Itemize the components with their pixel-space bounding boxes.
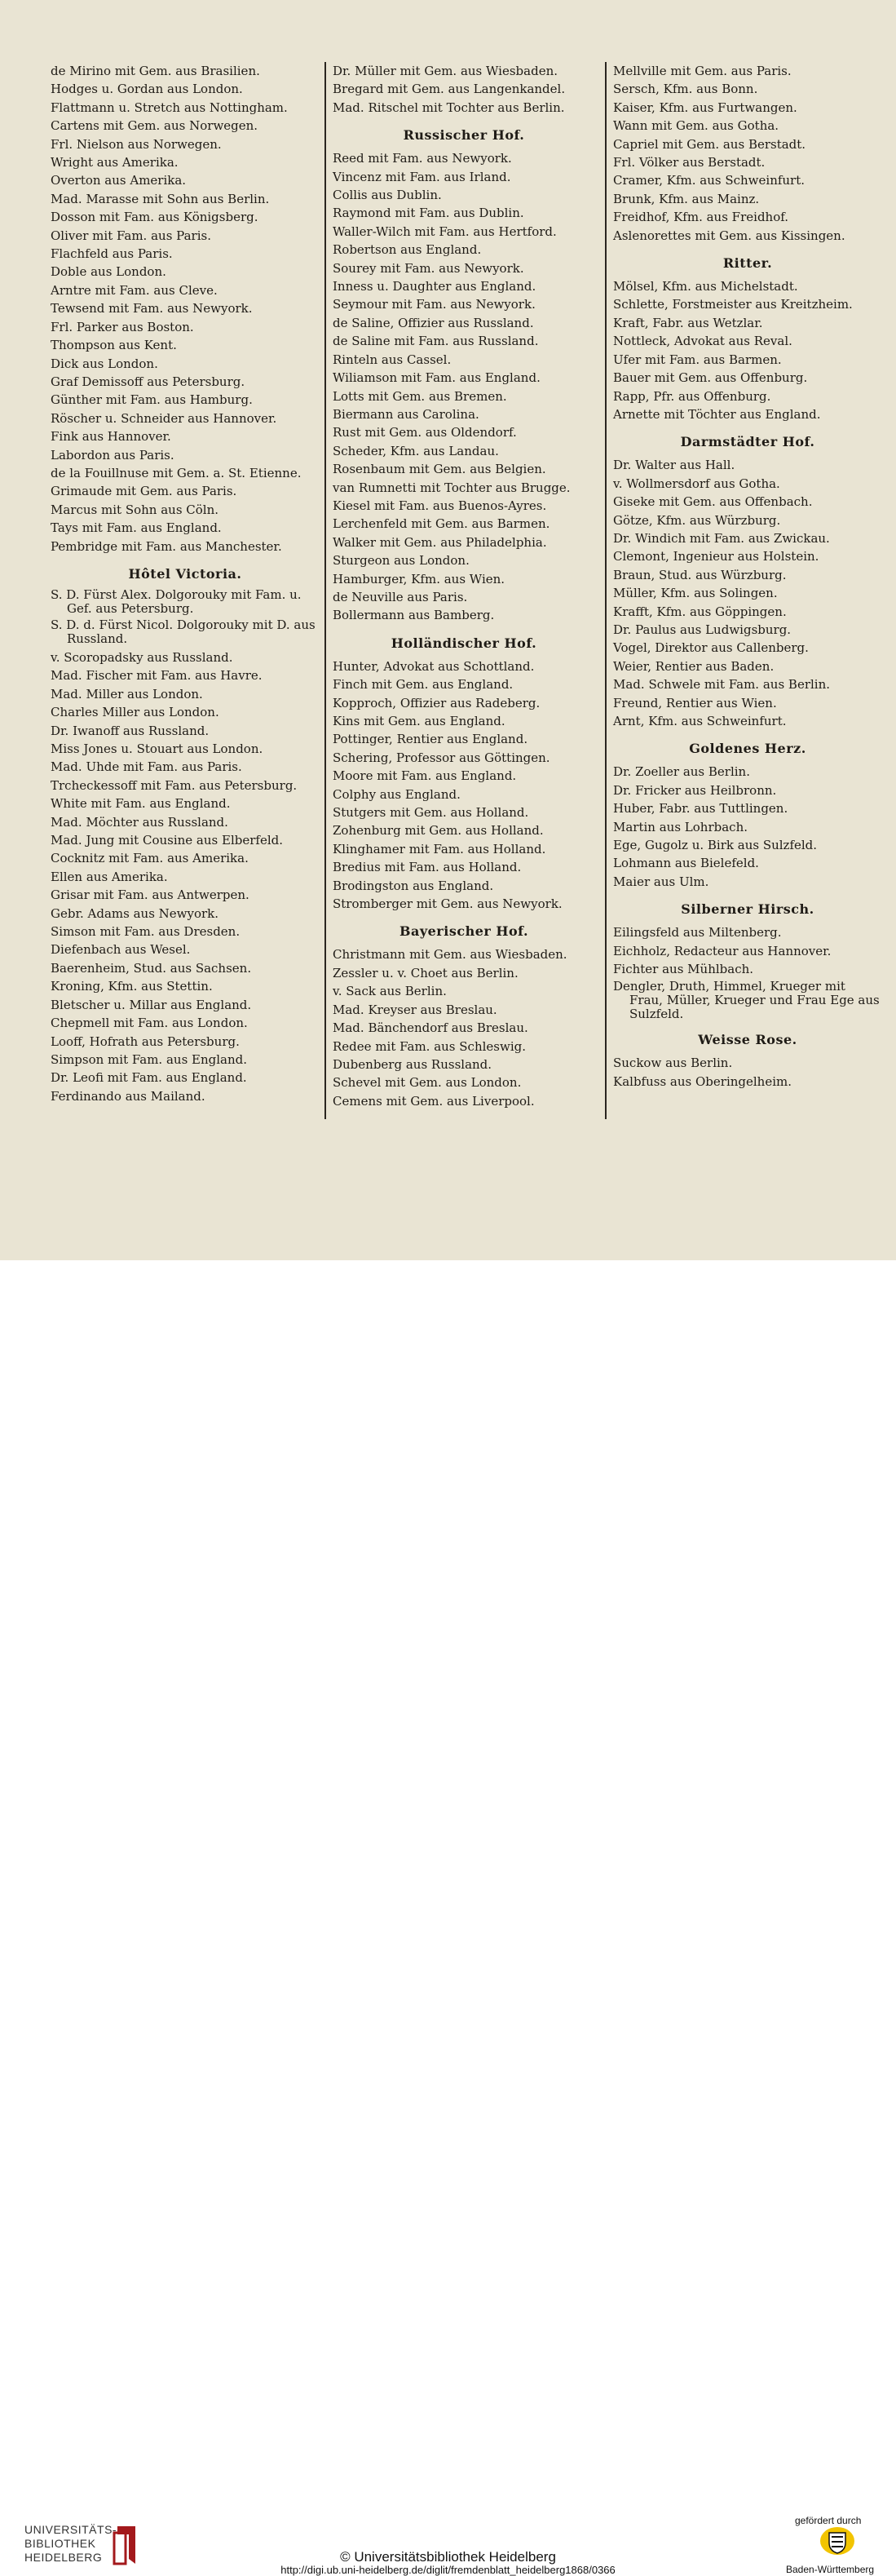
guest-entry: Labordon aus Paris. (51, 447, 174, 463)
guest-list (613, 456, 882, 730)
guest-list (333, 945, 595, 1110)
guest-entry: Graf Demissoff aus Petersburg. (51, 374, 245, 389)
copyright-notice: © Universitätsbibliothek Heidelberg (340, 2549, 556, 2565)
guest-entry: Krafft, Kfm. aus Göppingen. (613, 604, 787, 619)
guest-entry: de Saline, Offizier aus Russland. (333, 315, 534, 330)
guest-entry: Frl. Völker aus Berstadt. (613, 155, 766, 170)
guest-entry: Zessler u. v. Choet aus Berlin. (333, 965, 519, 980)
guest-entry: Waller-Wilch mit Fam. aus Hertford. (333, 224, 557, 239)
guest-entry: Dubenberg aus Russland. (333, 1056, 492, 1072)
guest-entry: Kiesel mit Fam. aus Buenos-Ayres. (333, 498, 547, 513)
library-line: BIBLIOTHEK (24, 2537, 96, 2550)
guest-list (613, 763, 882, 891)
guest-entry: Scheder, Kfm. aus Landau. (333, 443, 499, 458)
guest-entry: Schevel mit Gem. aus London. (333, 1075, 522, 1091)
guest-entry: Giseke mit Gem. aus Offenbach. (613, 494, 813, 510)
guest-entry: Mad. Marasse mit Sohn aus Berlin. (51, 191, 270, 206)
guest-entry: Collis aus Dublin. (333, 188, 442, 203)
guest-entry: Mad. Fischer mit Fam. aus Havre. (51, 668, 263, 684)
guest-entry: Dengler, Druth, Himmel, Krueger mit Frau, Müller, Krueger und Frau Ege aus Sulzfeld. (613, 979, 880, 1022)
guest-entry: Ferdinando aus Mailand. (51, 1088, 205, 1104)
guest-entry: Brunk, Kfm. aus Mainz. (613, 191, 760, 206)
guest-list (333, 657, 595, 914)
guest-entry: Mad. Miller aus London. (51, 686, 203, 702)
guest-entry: Dr. Müller mit Gem. aus Wiesbaden. (333, 64, 558, 78)
guest-entry: Moore mit Fam. aus England. (333, 768, 517, 784)
guest-entry: Dr. Windich mit Fam. aus Zwickau. (613, 530, 830, 546)
guest-entry: de Saline mit Fam. aus Russland. (333, 334, 539, 349)
guest-list (613, 62, 882, 245)
guest-entry: de Mirino mit Gem. aus Brasilien. (51, 64, 260, 78)
coat-of-arms-icon (819, 2526, 855, 2556)
guest-entry: Mad. Bänchendorf aus Breslau. (333, 1020, 528, 1036)
guest-entry: Götze, Kfm. aus Würzburg. (613, 512, 781, 528)
guest-entry: Fink aus Hannover. (51, 429, 171, 445)
guest-entry: Dr. Paulus aus Ludwigsburg. (613, 622, 792, 637)
guest-entry: Sturgeon aus London. (333, 553, 470, 569)
guest-entry: Cartens mit Gem. aus Norwegen. (51, 118, 258, 134)
guest-entry: Looff, Hofrath aus Petersburg. (51, 1033, 240, 1049)
guest-entry: de Neuville aus Paris. (333, 589, 468, 604)
guest-entry: Lohmann aus Bielefeld. (613, 856, 759, 871)
guest-entry: Mölsel, Kfm. aus Michelstadt. (613, 279, 798, 294)
guest-entry: Arnt, Kfm. aus Schweinfurt. (613, 714, 787, 728)
guest-entry: Pembridge mit Fam. aus Manchester. (51, 538, 282, 554)
guest-entry: Kroning, Kfm. aus Stettin. (51, 979, 213, 994)
guest-entry: Cemens mit Gem. aus Liverpool. (333, 1093, 535, 1109)
guest-entry: Dosson mit Fam. aus Königsberg. (51, 210, 258, 225)
guest-entry: Bletscher u. Millar aus England. (51, 997, 252, 1012)
guest-entry: Ege, Gugolz u. Birk aus Sulzfeld. (613, 838, 818, 853)
guest-entry: Dr. Iwanoff aus Russland. (51, 723, 210, 738)
guest-entry: Eichholz, Redacteur aus Hannover. (613, 943, 832, 958)
guest-entry: Oliver mit Fam. aus Paris. (51, 228, 211, 243)
guest-entry: Freund, Rentier aus Wien. (613, 695, 777, 710)
guest-entry: Müller, Kfm. aus Solingen. (613, 586, 778, 601)
guest-list (333, 149, 595, 625)
guest-entry: Wann mit Gem. aus Gotha. (613, 118, 779, 134)
guest-list (51, 648, 320, 1105)
guest-entry: Mad. Jung mit Cousine aus Elberfeld. (51, 833, 283, 848)
guest-list (613, 980, 882, 1021)
guest-entry: Wright aus Amerika. (51, 155, 179, 170)
guest-entry: S. D. Fürst Alex. Dolgorouky mit Fam. u. Gef. aus Petersburg. (51, 586, 302, 616)
guest-entry: de la Fouillnuse mit Gem. a. St. Etienne. (51, 465, 302, 480)
guest-entry: Marcus mit Sohn aus Cöln. (51, 502, 219, 517)
guest-entry: v. Sack aus Berlin. (333, 984, 447, 999)
guest-entry: Mad. Ritschel mit Tochter aus Berlin. (333, 100, 565, 115)
guest-entry: Aslenorettes mit Gem. aus Kissingen. (613, 228, 845, 243)
guest-entry: Mad. Möchter aus Russland. (51, 814, 228, 830)
guest-entry: Vincenz mit Fam. aus Irland. (333, 169, 511, 184)
guest-entry: Rapp, Pfr. aus Offenburg. (613, 388, 771, 404)
guest-entry: Cramer, Kfm. aus Schweinfurt. (613, 173, 806, 188)
library-line: UNIVERSITÄTS- (24, 2523, 117, 2536)
hotel-heading: Bayerischer Hof. (399, 923, 529, 940)
guest-entry: Nottleck, Advokat aus Reval. (613, 334, 792, 349)
guest-entry: S. D. d. Fürst Nicol. Dolgorouky mit D. aus Russland. (51, 617, 316, 646)
guest-entry: Bollermann aus Bamberg. (333, 608, 495, 623)
guest-entry: Frl. Parker aus Boston. (51, 319, 194, 334)
column-3 (613, 62, 882, 1091)
guest-entry: Raymond mit Fam. aus Dublin. (333, 206, 524, 221)
footer (0, 1260, 896, 2576)
guest-entry: White mit Fam. aus England. (51, 796, 231, 812)
guest-list (333, 62, 595, 117)
guest-entry: Frl. Nielson aus Norwegen. (51, 136, 222, 152)
guest-entry: Lotts mit Gem. aus Bremen. (333, 388, 507, 404)
guest-entry: Simson mit Fam. aus Dresden. (51, 924, 241, 940)
guest-entry: Zohenburg mit Gem. aus Holland. (333, 823, 544, 839)
guest-entry: Dr. Leofi mit Fam. aus England. (51, 1070, 247, 1086)
guest-entry: Schlette, Forstmeister aus Kreitzheim. (613, 297, 853, 312)
guest-entry: Miss Jones u. Stouart aus London. (51, 741, 263, 756)
guest-entry: Cocknitz mit Fam. aus Amerika. (51, 851, 249, 866)
guest-entry: Bredius mit Fam. aus Holland. (333, 860, 522, 875)
funded-by-label: gefördert durch (795, 2515, 862, 2526)
guest-entry: Mad. Uhde mit Fam. aus Paris. (51, 759, 242, 775)
guest-entry: Schering, Professor aus Göttingen. (333, 750, 550, 765)
guest-entry: Grimaude mit Gem. aus Paris. (51, 484, 237, 499)
guest-entry: Brodingston aus England. (333, 878, 494, 893)
guest-entry: Fichter aus Mühlbach. (613, 962, 754, 977)
guest-entry: Colphy aus England. (333, 786, 461, 802)
funder-name: Baden-Württemberg (786, 2564, 875, 2575)
guest-entry: Rinteln aus Cassel. (333, 352, 452, 367)
guest-entry: Arnette mit Töchter aus England. (613, 406, 821, 422)
guest-entry: Ellen aus Amerika. (51, 869, 168, 884)
hotel-heading: Ritter. (722, 255, 773, 272)
guest-entry: Seymour mit Fam. aus Newyork. (333, 297, 536, 312)
guest-entry: Arntre mit Fam. aus Cleve. (51, 282, 218, 298)
guest-entry: Dr. Walter aus Hall. (613, 458, 735, 473)
guest-entry: Hamburger, Kfm. aus Wien. (333, 571, 505, 586)
guest-entry: Redee mit Fam. aus Schleswig. (333, 1038, 526, 1054)
guest-entry: Rust mit Gem. aus Oldendorf. (333, 425, 517, 440)
guest-entry: Kins mit Gem. aus England. (333, 714, 505, 728)
scanned-page (0, 0, 896, 1260)
guest-entry: Trcheckessoff mit Fam. aus Petersburg. (51, 777, 298, 793)
guest-entry: Christmann mit Gem. aus Wiesbaden. (333, 947, 567, 963)
guest-entry: Lerchenfeld mit Gem. aus Barmen. (333, 516, 550, 532)
guest-entry: Grisar mit Fam. aus Antwerpen. (51, 887, 249, 903)
guest-entry: Simpson mit Fam. aus England. (51, 1051, 248, 1067)
guest-entry: Stromberger mit Gem. aus Newyork. (333, 896, 563, 912)
guest-entry: Inness u. Daughter aus England. (333, 279, 536, 294)
guest-entry: v. Scoropadsky aus Russland. (51, 649, 233, 665)
guest-list (51, 62, 320, 555)
guest-entry: van Rumnetti mit Tochter aus Brugge. (333, 480, 571, 495)
guest-entry: Tewsend mit Fam. aus Newyork. (51, 301, 253, 316)
guest-entry: Braun, Stud. aus Würzburg. (613, 567, 787, 582)
guest-entry: Gebr. Adams aus Newyork. (51, 905, 219, 921)
guest-entry: Walker mit Gem. aus Philadelphia. (333, 534, 547, 550)
guest-entry: Kopproch, Offizier aus Radeberg. (333, 695, 541, 710)
guest-list (613, 923, 882, 978)
guest-entry: Stutgers mit Gem. aus Holland. (333, 805, 529, 821)
guest-entry: Suckow aus Berlin. (613, 1056, 733, 1071)
guest-list (613, 1054, 882, 1091)
hotel-heading: Goldenes Herz. (689, 741, 806, 757)
guest-entry: Weier, Rentier aus Baden. (613, 658, 775, 674)
guest-entry: Biermann aus Carolina. (333, 406, 479, 422)
guest-entry: Maier aus Ulm. (613, 874, 709, 889)
guest-entry: Huber, Fabr. aus Tuttlingen. (613, 801, 788, 817)
hotel-heading: Hôtel Victoria. (128, 565, 242, 582)
guest-entry: Pottinger, Rentier aus England. (333, 732, 528, 747)
guest-entry: Kraft, Fabr. aus Wetzlar. (613, 315, 763, 330)
guest-entry: Klinghamer mit Fam. aus Holland. (333, 841, 546, 856)
hotel-heading: Weisse Rose. (698, 1032, 797, 1048)
hotel-heading: Russischer Hof. (403, 127, 525, 144)
guest-entry: Overton aus Amerika. (51, 173, 187, 188)
guest-entry: Chepmell mit Fam. aus London. (51, 1016, 248, 1031)
guest-entry: Bauer mit Gem. aus Offenburg. (613, 370, 808, 386)
guest-entry: Martin aus Lohrbach. (613, 819, 748, 834)
guest-entry: Günther mit Fam. aus Hamburg. (51, 392, 253, 408)
library-line: HEIDELBERG (24, 2551, 103, 2564)
guest-entry: Thompson aus Kent. (51, 338, 177, 353)
guest-entry: Mellville mit Gem. aus Paris. (613, 64, 792, 78)
guest-entry: Charles Miller aus London. (51, 705, 219, 720)
guest-entry: Hunter, Advokat aus Schottland. (333, 658, 535, 674)
guest-entry: Clemont, Ingenieur aus Holstein. (613, 549, 819, 564)
guest-entry: v. Wollmersdorf aus Gotha. (613, 476, 780, 491)
guest-entry: Vogel, Direktor aus Callenberg. (613, 640, 809, 656)
permalink[interactable]: http://digi.ub.uni-heidelberg.de/diglit/fremdenblatt_heidelberg1868/0366 (280, 2564, 616, 2576)
guest-entry: Dick aus London. (51, 356, 158, 371)
column-1 (51, 62, 320, 1105)
guest-entry: Doble aus London. (51, 264, 166, 280)
guest-entry: Flattmann u. Stretch aus Nottingham. (51, 100, 288, 115)
guest-entry: Mad. Kreyser aus Breslau. (333, 1002, 497, 1017)
guest-entry: Ufer mit Fam. aus Barmen. (613, 352, 782, 367)
guest-list (51, 588, 320, 646)
guest-entry: Robertson aus England. (333, 242, 482, 258)
guest-entry: Kaiser, Kfm. aus Furtwangen. (613, 100, 797, 115)
guest-entry: Rosenbaum mit Gem. aus Belgien. (333, 462, 546, 477)
guest-entry: Finch mit Gem. aus England. (333, 677, 514, 693)
guest-entry: Freidhof, Kfm. aus Freidhof. (613, 210, 789, 225)
guest-entry: Flachfeld aus Paris. (51, 246, 173, 262)
guest-entry: Hodges u. Gordan aus London. (51, 82, 243, 97)
guest-entry: Eilingsfeld aus Miltenberg. (613, 925, 782, 941)
hotel-heading: Holländischer Hof. (391, 635, 537, 651)
column-rule-left (324, 62, 326, 1119)
hotel-heading: Darmstädter Hof. (680, 434, 815, 450)
guest-entry: Wiliamson mit Fam. aus England. (333, 370, 541, 386)
guest-entry: Dr. Zoeller aus Berlin. (613, 764, 750, 780)
guest-entry: Kalbfuss aus Oberingelheim. (613, 1073, 792, 1089)
column-rule-right (605, 62, 607, 1119)
guest-entry: Röscher u. Schneider aus Hannover. (51, 410, 277, 426)
guest-entry: Capriel mit Gem. aus Berstadt. (613, 136, 806, 152)
guest-entry: Tays mit Fam. aus England. (51, 520, 222, 536)
guest-entry: Sersch, Kfm. aus Bonn. (613, 82, 758, 97)
guest-entry: Baerenheim, Stud. aus Sachsen. (51, 960, 252, 976)
guest-entry: Diefenbach aus Wesel. (51, 942, 191, 958)
guest-entry: Bregard mit Gem. aus Langenkandel. (333, 82, 566, 97)
column-2 (333, 62, 595, 1110)
guest-entry: Mad. Schwele mit Fam. aus Berlin. (613, 677, 831, 693)
guest-list (613, 277, 882, 423)
guest-entry: Dr. Fricker aus Heilbronn. (613, 782, 777, 798)
hotel-heading: Silberner Hirsch. (681, 901, 814, 918)
guest-entry: Reed mit Fam. aus Newyork. (333, 151, 512, 166)
guest-entry: Sourey mit Fam. aus Newyork. (333, 260, 524, 276)
